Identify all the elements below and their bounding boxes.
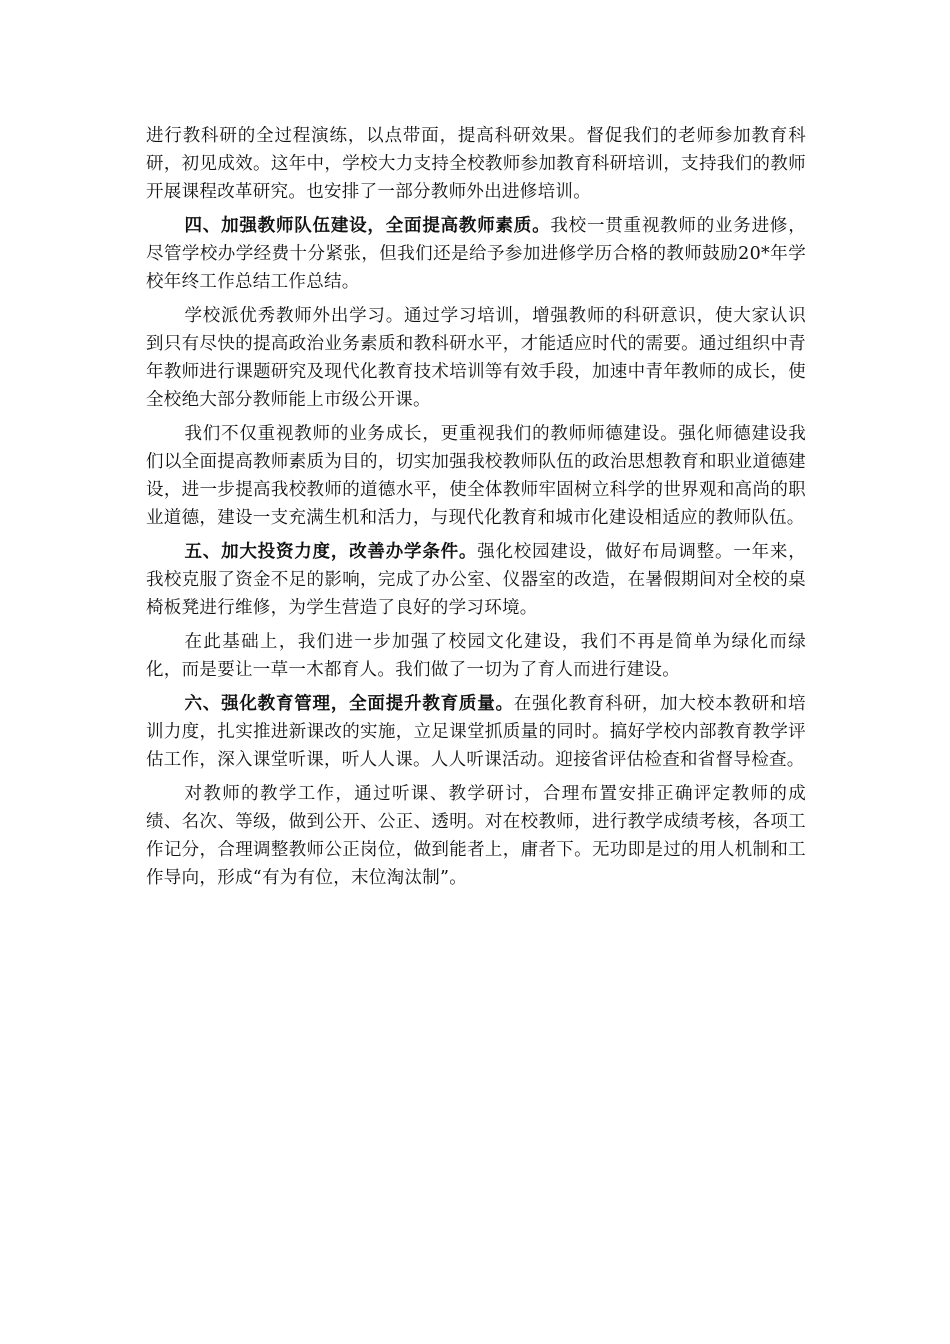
paragraph-text: 我校一贯重视教师的业务进修，尽管学校办学经费十分紧张，但我们还是给予参加进修学历合格的教师鼓励20*年学校年终工作总结工作总结。 (146, 216, 806, 292)
paragraph-training (146, 302, 806, 414)
paragraph-ethics (146, 420, 806, 532)
paragraph-text: 强化校园建设，做好布局调整。一年来，我校克服了资金不足的影响，完成了办公室、仪器室的改造，在暑假期间对全校的桌椅板凳进行维修，为学生营造了良好的学习环境。 (146, 542, 806, 618)
paragraph-campus-culture (146, 628, 806, 684)
section-six-paragraph (146, 690, 806, 774)
section-heading: 五、加大投资力度，改善办学条件。 (184, 542, 478, 562)
section-four-paragraph (146, 212, 806, 296)
paragraph-evaluation (146, 780, 806, 892)
paragraph-text: 在此基础上，我们进一步加强了校园文化建设，我们不再是简单为绿化而绿化，而是要让一草一木都育人。我们做了一切为了育人而进行建设。 (146, 632, 806, 680)
paragraph-text: 学校派优秀教师外出学习。通过学习培训，增强教师的科研意识，使大家认识到只有尽快的提高政治业务素质和教科研水平，才能适应时代的需要。通过组织中青年教师进行课题研究及现代化教育技术培训等有效手段，加速中青年教师的成长，使全校绝大部分教师能上市级公开课。 (146, 306, 806, 410)
document-body (146, 122, 806, 898)
paragraph-text: 我们不仅重视教师的业务成长，更重视我们的教师师德建设。强化师德建设我们以全面提高教师素质为目的，切实加强我校教师队伍的政治思想教育和职业道德建设，进一步提高我校教师的道德水平，使全体教师牢固树立科学的世界观和高尚的职业道德，建设一支充满生机和活力，与现代化教育和城市化建设相适应的教师队伍。 (146, 424, 806, 528)
paragraph-text: 在强化教育科研，加大校本教研和培训力度，扎实推进新课改的实施，立足课堂抓质量的同时。搞好学校内部教育教学评估工作，深入课堂听课，听人人课。人人听课活动。迎接省评估检查和省督导检查。 (146, 694, 806, 770)
section-five-paragraph (146, 538, 806, 622)
section-heading: 四、加强教师队伍建设，全面提高教师素质。 (184, 216, 551, 236)
paragraph-continuation (146, 122, 806, 206)
paragraph-text: 对教师的教学工作，通过听课、教学研讨，合理布置安排正确评定教师的成绩、名次、等级，做到公开、公正、透明。对在校教师，进行教学成绩考核，各项工作记分，合理调整教师公正岗位，做到能者上，庸者下。无功即是过的用人机制和工作导向，形成“有为有位，末位淘汰制”。 (146, 784, 806, 888)
paragraph-text: 进行教科研的全过程演练，以点带面，提高科研效果。督促我们的老师参加教育科研，初见成效。这年中，学校大力支持全校教师参加教育科研培训，支持我们的教师开展课程改革研究。也安排了一部分教师外出进修培训。 (146, 126, 806, 202)
section-heading: 六、强化教育管理，全面提升教育质量。 (184, 694, 514, 714)
